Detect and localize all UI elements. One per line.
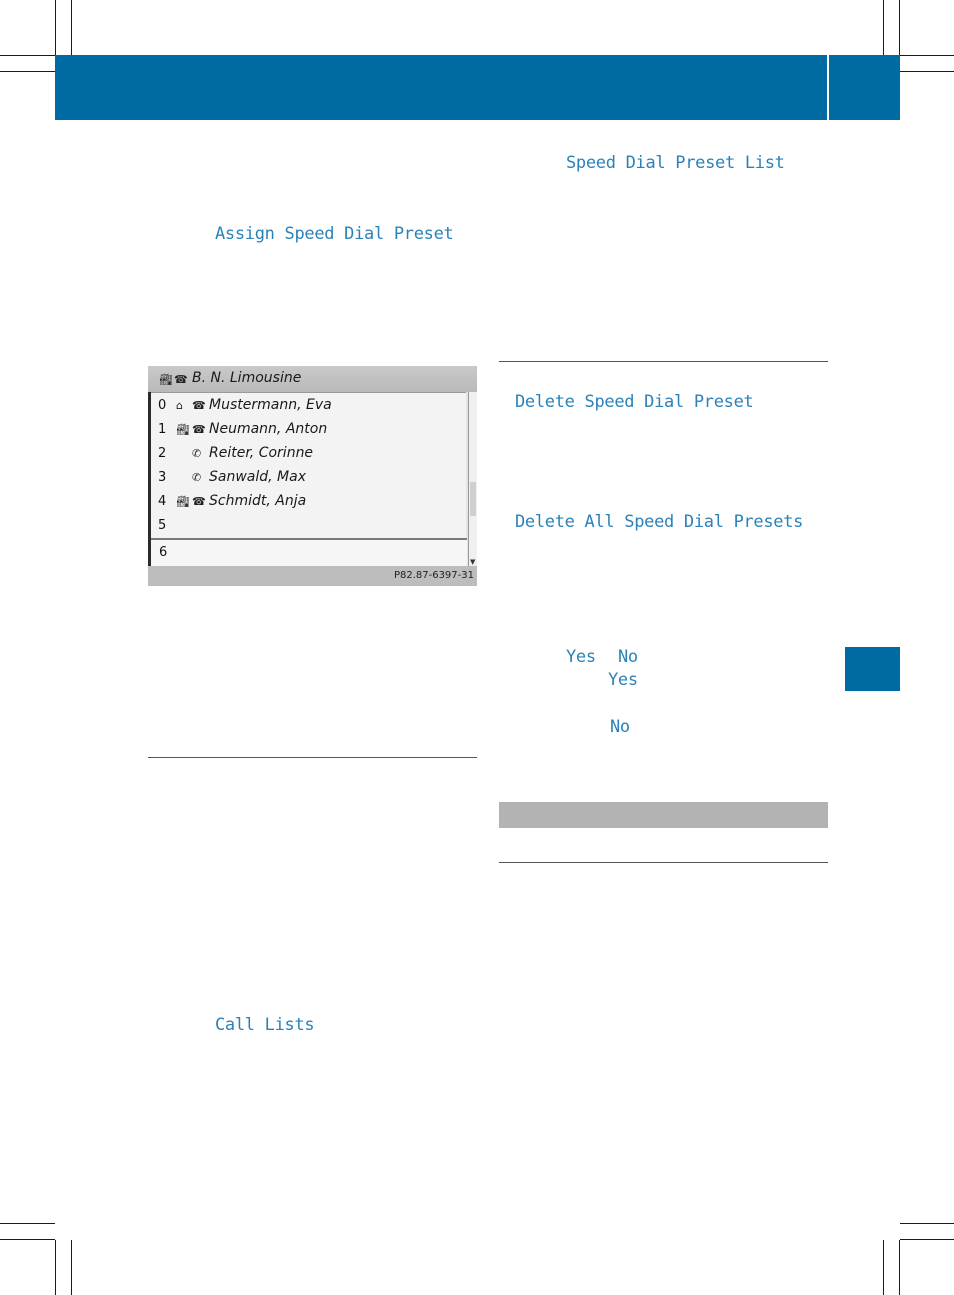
display-scrollbar: [468, 392, 477, 566]
office-icon: 🏭︎: [176, 423, 190, 436]
selected-list-item: [151, 538, 467, 567]
phone-icon: ☎: [192, 399, 206, 412]
term-yes: Yes: [566, 647, 596, 667]
section-divider: [499, 361, 828, 362]
term-no: No: [618, 647, 638, 667]
crop-mark: [883, 0, 884, 55]
list-item: [151, 466, 466, 490]
section-divider: [499, 862, 828, 863]
contact-name: Sanwald, Max: [209, 469, 306, 485]
list-item: [151, 514, 466, 538]
contact-name: Reiter, Corinne: [209, 445, 314, 461]
crop-mark: [0, 1223, 55, 1224]
speed-dial-list: [151, 392, 466, 539]
term-delete-all-speed-dial-presets: Delete All Speed Dial Presets: [515, 512, 804, 532]
crop-mark: [0, 55, 55, 56]
section-divider: [148, 757, 477, 758]
speed-dial-number: 6: [159, 545, 168, 560]
phone-icon: ☎: [192, 495, 206, 508]
crop-mark: [900, 55, 954, 56]
scroll-thumb: [470, 482, 476, 516]
term-call-lists: Call Lists: [215, 1015, 315, 1035]
arrow-down-icon: ▼: [470, 558, 476, 566]
crop-mark: [899, 1240, 900, 1295]
term-delete-speed-dial-preset: Delete Speed Dial Preset: [515, 392, 754, 412]
page-header-bar: [55, 55, 827, 120]
speed-dial-number: 3: [158, 470, 167, 485]
contact-name: Mustermann, Eva: [209, 397, 332, 413]
office-icon: 🏭︎: [176, 495, 190, 508]
crop-mark: [900, 1223, 954, 1224]
list-item: [151, 418, 466, 442]
crop-mark: [900, 71, 954, 72]
office-icon: 🏭︎: [159, 373, 173, 386]
phone-icon: ☎: [192, 423, 206, 436]
phone-display-screenshot: [148, 366, 477, 586]
crop-mark: [899, 0, 900, 55]
term-no: No: [610, 717, 630, 737]
contact-name: Neumann, Anton: [209, 421, 328, 437]
speed-dial-number: 5: [158, 518, 167, 533]
section-heading-band: [499, 802, 828, 828]
display-footer: [148, 566, 477, 586]
crop-mark: [883, 1240, 884, 1295]
display-header: [148, 366, 477, 392]
display-header-name: B. N. Limousine: [192, 370, 302, 386]
mobile-icon: ✆: [192, 447, 202, 460]
crop-mark: [900, 1239, 954, 1240]
speed-dial-number: 1: [158, 422, 167, 437]
chapter-side-tab: [845, 647, 900, 691]
crop-mark: [55, 1240, 56, 1295]
term-yes: Yes: [608, 670, 638, 690]
term-speed-dial-preset-list: Speed Dial Preset List: [566, 153, 785, 173]
term-assign-speed-dial-preset: Assign Speed Dial Preset: [215, 224, 454, 244]
list-item: [151, 442, 466, 466]
crop-mark: [0, 71, 55, 72]
phone-icon: ☎: [174, 373, 188, 386]
speed-dial-number: 4: [158, 494, 167, 509]
crop-mark: [71, 0, 72, 55]
crop-mark: [0, 1239, 55, 1240]
page-header-tab: [829, 55, 900, 120]
image-reference-code: P82.87-6397-31: [393, 570, 474, 581]
list-item: [151, 394, 466, 418]
crop-mark: [55, 0, 56, 55]
speed-dial-number: 0: [158, 398, 167, 413]
list-item: [151, 490, 466, 514]
crop-mark: [71, 1240, 72, 1295]
mobile-icon: ✆: [192, 471, 202, 484]
speed-dial-number: 2: [158, 446, 167, 461]
home-icon: ⌂: [176, 399, 183, 412]
contact-name: Schmidt, Anja: [209, 493, 307, 509]
